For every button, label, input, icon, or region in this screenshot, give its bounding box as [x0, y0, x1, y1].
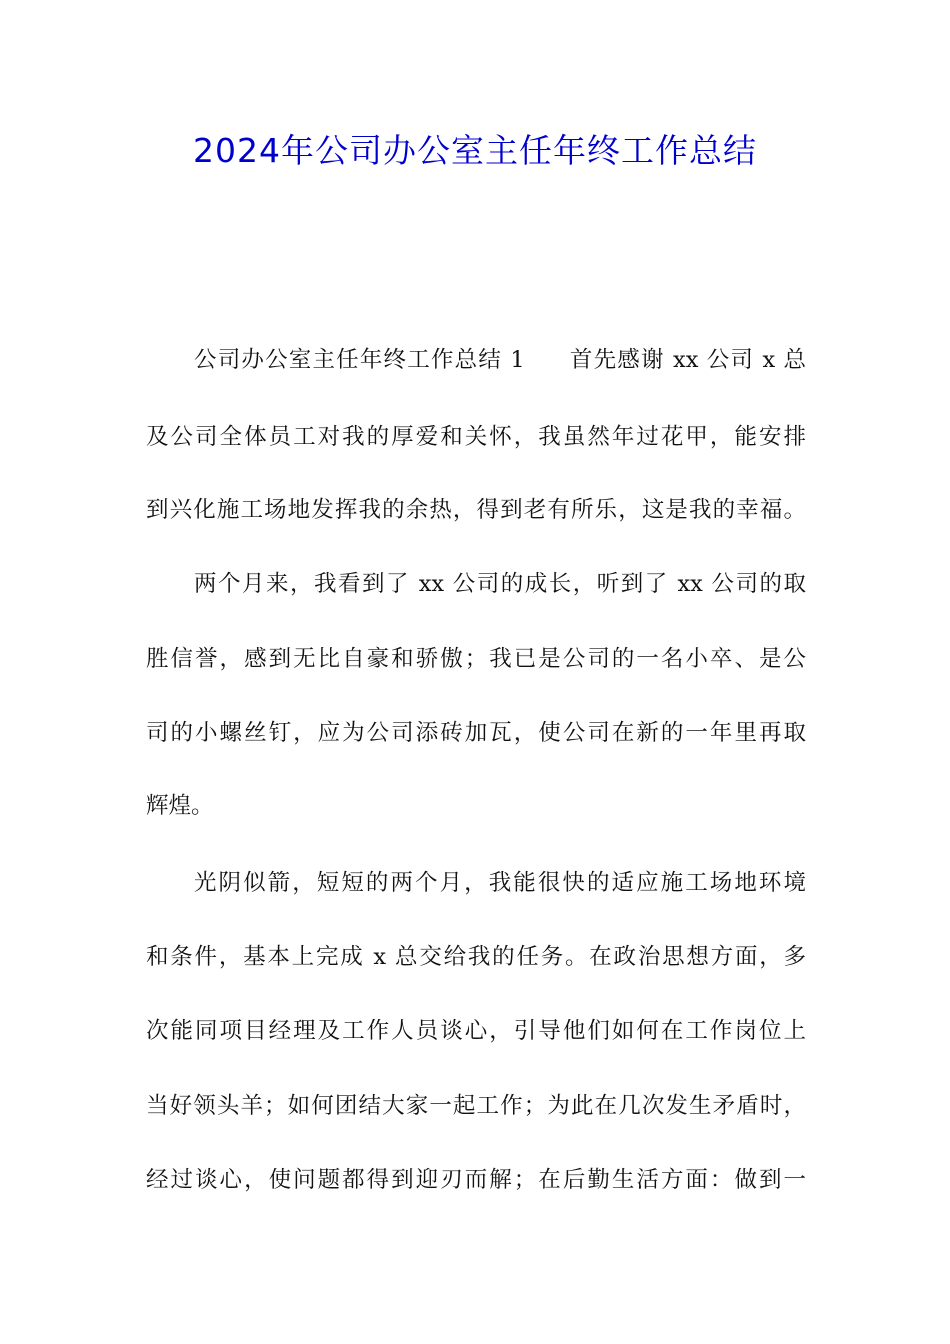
paragraph-line: 光阴似箭，短短的两个月，我能很快的适应施工场地环境	[194, 870, 806, 896]
paragraph-line	[194, 345, 806, 375]
paragraph-line: 到兴化施工场地发挥我的余热，得到老有所乐，这是我的幸福。	[146, 497, 806, 523]
paragraph-line: 经过谈心，使问题都得到迎刃而解；在后勤生活方面：做到一	[146, 1167, 806, 1193]
paragraph-line: 两个月来，我看到了 xx 公司的成长，听到了 xx 公司的取	[194, 571, 806, 597]
document-title: 2024年公司办公室主任年终工作总结	[193, 131, 757, 170]
section-heading: 公司办公室主任年终工作总结 1	[194, 347, 525, 373]
paragraph-line: 次能同项目经理及工作人员谈心，引导他们如何在工作岗位上	[146, 1018, 806, 1044]
paragraph-line: 及公司全体员工对我的厚爱和关怀，我虽然年过花甲，能安排	[146, 424, 806, 450]
paragraph-line: 胜信誉，感到无比自豪和骄傲；我已是公司的一名小卒、是公	[146, 646, 806, 672]
paragraph-line: 当好领头羊；如何团结大家一起工作；为此在几次发生矛盾时，	[146, 1093, 806, 1119]
paragraph-text: 首先感谢 xx 公司 x 总	[568, 347, 806, 373]
paragraph-line: 司的小螺丝钉，应为公司添砖加瓦，使公司在新的一年里再取	[146, 720, 806, 746]
paragraph-line: 和条件，基本上完成 x 总交给我的任务。在政治思想方面，多	[146, 944, 806, 970]
paragraph-line: 辉煌。	[146, 793, 214, 819]
